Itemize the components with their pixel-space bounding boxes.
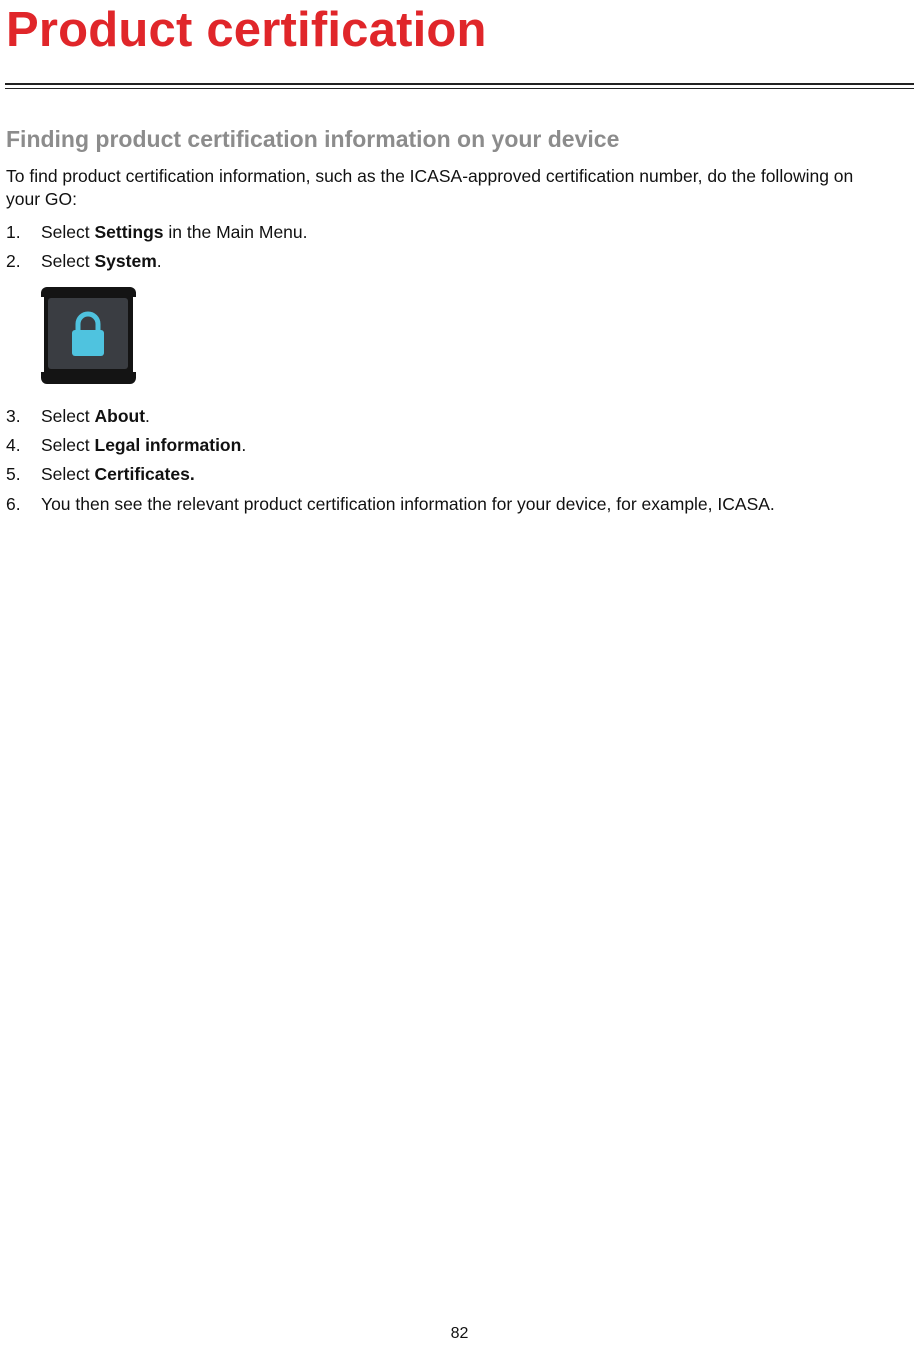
step-text-tail: . xyxy=(156,251,162,271)
step-keyword: Legal information xyxy=(94,435,242,455)
title-divider xyxy=(5,83,914,85)
padlock-icon xyxy=(48,298,128,369)
step-text: Select xyxy=(41,464,95,484)
step-number: 5. xyxy=(6,464,21,484)
title-divider-thin xyxy=(5,88,914,89)
step-keyword: Certificates. xyxy=(94,464,195,484)
padlock-body xyxy=(72,330,104,356)
step-text-tail: in the Main Menu. xyxy=(163,222,308,242)
step-number: 6. xyxy=(6,494,21,514)
step-keyword: System xyxy=(94,251,157,271)
step-number: 4. xyxy=(6,435,21,455)
section-heading: Finding product certification information on your device xyxy=(6,126,620,152)
page-number: 82 xyxy=(450,1325,469,1342)
page-title: Product certification xyxy=(6,3,487,57)
step-keyword: About xyxy=(94,406,146,426)
system-menu-icon xyxy=(41,287,136,384)
step-item-3 xyxy=(6,405,150,428)
padlock-shackle xyxy=(78,314,98,332)
step-item-6 xyxy=(6,493,775,516)
step-keyword: Settings xyxy=(94,222,164,242)
system-icon-tile xyxy=(48,298,128,369)
step-text: Select xyxy=(41,251,95,271)
step-item-2 xyxy=(6,250,162,273)
step-number: 2. xyxy=(6,251,21,271)
step-text-tail: . xyxy=(241,435,247,455)
step-item-4 xyxy=(6,434,246,457)
step-text: Select xyxy=(41,222,95,242)
step-number: 3. xyxy=(6,406,21,426)
step-number: 1. xyxy=(6,222,21,242)
step-item-5 xyxy=(6,463,195,486)
frame-notch-right xyxy=(133,297,136,372)
step-item-1 xyxy=(6,221,308,244)
step-text-tail: . xyxy=(145,406,150,426)
step-text: Select xyxy=(41,406,95,426)
step-text: You then see the relevant product certification information for your device, for example, ICASA. xyxy=(41,494,775,514)
intro-paragraph: To find product certification information, such as the ICASA-approved certification number, do the following on your GO: xyxy=(6,166,854,209)
step-text: Select xyxy=(41,435,95,455)
frame-notch-left xyxy=(41,297,44,372)
